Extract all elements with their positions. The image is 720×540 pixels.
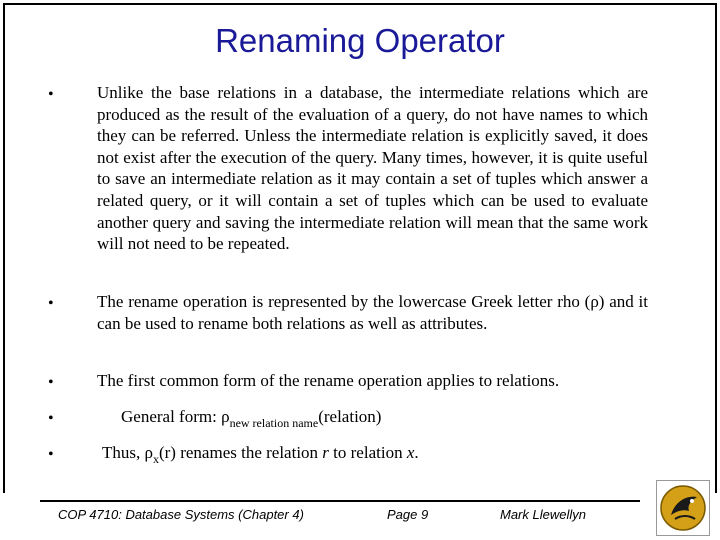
bullet-text — [102, 442, 642, 471]
pegasus-logo-graphic — [657, 481, 709, 535]
bullet-text: The first common form of the rename operation applies to relations. — [97, 371, 560, 390]
bullet-text — [121, 406, 641, 435]
footer-course: COP 4710: Database Systems (Chapter 4) — [58, 507, 304, 522]
slide-title: Renaming Operator — [215, 22, 505, 59]
example-mid2: to relation — [328, 443, 407, 462]
bullet-mark: • — [48, 374, 54, 391]
example-var-r: r — [322, 443, 329, 462]
bullet-text: Unlike the base relations in a database, the intermediate relations which are produced as the result of the evaluation of a query, do not have names to which they can be referred. Unless the intermediate relation is explicitly saved, it does not exist after the execution of the query. Many times, however, it is quite useful to save an intermediate relation as it may contain a set of tuples which answer a related query, or it will contain a set of tuples which can be used to evaluate another query and saving the intermediate relation will mean that the same work will not need to be repeated. — [97, 83, 648, 254]
example-var-x: x — [406, 443, 415, 462]
footer-author: Mark Llewellyn — [500, 507, 586, 522]
footer-page: Page 9 — [387, 507, 429, 522]
example-subscript: x — [152, 452, 159, 466]
bullet-mark: • — [48, 86, 54, 103]
bullet-mark: • — [48, 410, 54, 427]
footer-divider — [40, 500, 640, 502]
example-end: . — [414, 443, 419, 462]
general-form-suffix: (relation) — [318, 407, 382, 426]
ucf-pegasus-logo-icon — [656, 480, 710, 536]
general-form-prefix: General form: ρ — [121, 407, 230, 426]
bullet-mark: • — [48, 295, 54, 312]
general-form-subscript: new relation name — [229, 416, 319, 430]
bullet-mark: • — [48, 446, 54, 463]
example-prefix: Thus, ρ — [102, 443, 153, 462]
bullet-text: The rename operation is represented by the lowercase Greek letter rho (ρ) and it can be used to rename both relations as well as attributes. — [97, 292, 648, 333]
example-mid: (r) renames the relation — [158, 443, 323, 462]
